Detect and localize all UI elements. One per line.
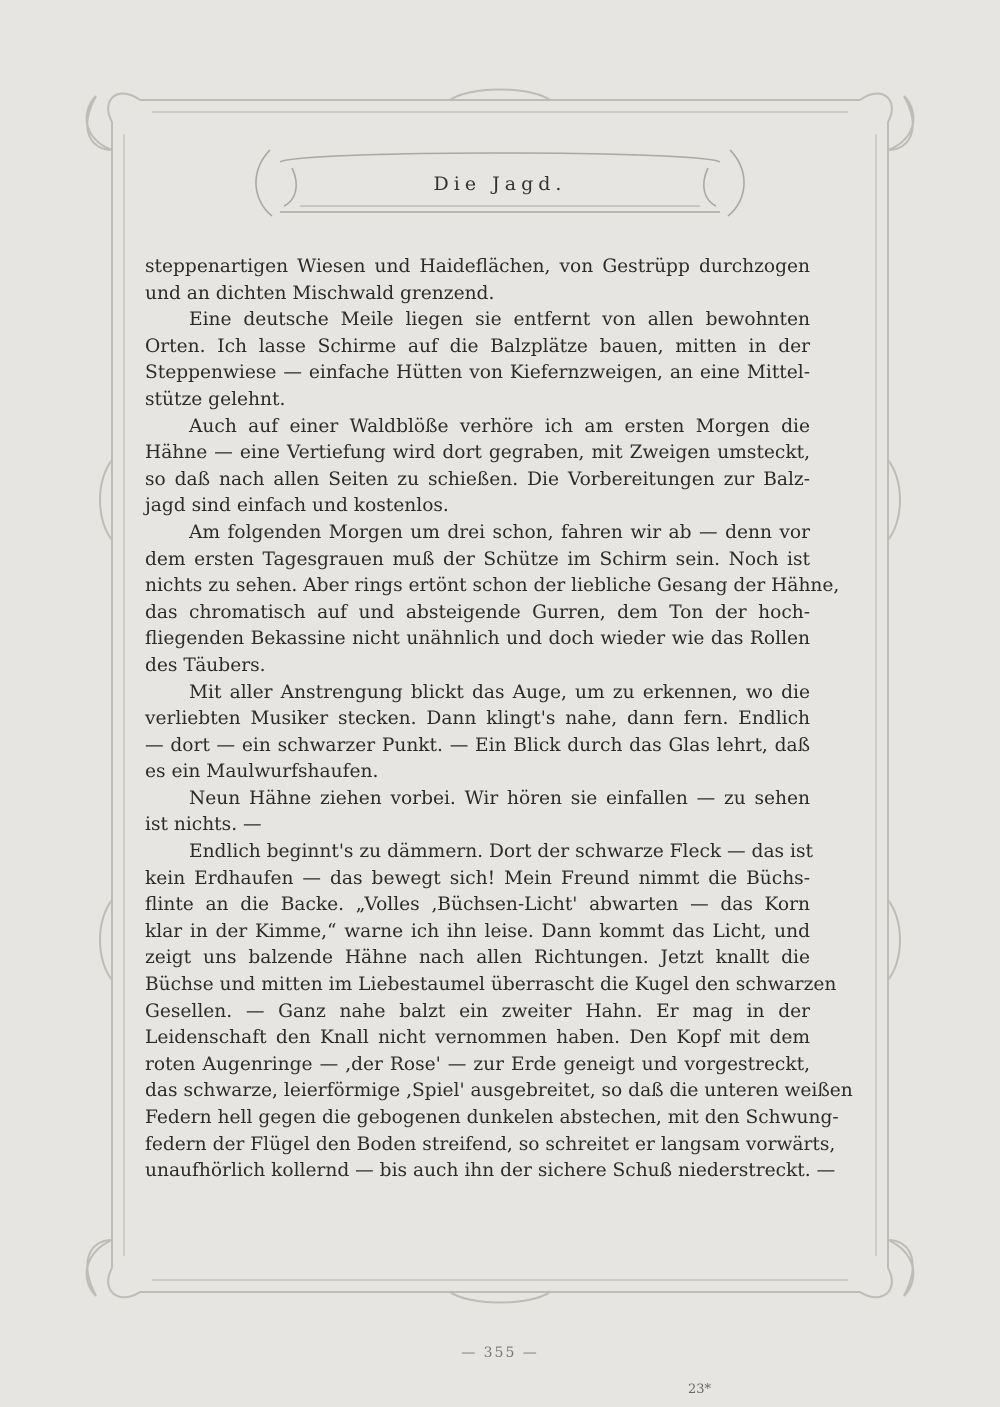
signature-mark: 23* (688, 1382, 712, 1397)
text-line: so daß nach allen Seiten zu schießen. Die Vorbereitungen zur Balz- (145, 468, 810, 490)
text-line: Leidenschaft den Knall nicht vernommen haben. Den Kopf mit dem (145, 1027, 810, 1049)
text-line: Federn hell gegen die gebogenen dunkelen abstechen, mit den Schwung- (145, 1107, 839, 1128)
text-line: Büchse und mitten im Liebestaumel überrascht die Kugel den schwarzen (145, 974, 837, 996)
text-line: stütze gelehnt. (145, 388, 286, 410)
text-line: federn der Flügel den Boden streifend, so schreitet er langsam vorwärts, (145, 1133, 836, 1155)
text-line: jagd sind einfach und kostenlos. (145, 495, 449, 517)
text-line: steppenartigen Wiesen und Haideflächen, von Gestrüpp durchzogen (145, 256, 810, 277)
text-line: und an dichten Mischwald grenzend. (145, 282, 495, 304)
text-line: Gesellen. — Ganz nahe balzt ein zweiter Hahn. Er mag in der (145, 1000, 810, 1022)
text-line: flinte an die Backe. „Volles ‚Büchsen-Licht' abwarten — das Korn (145, 894, 810, 916)
text-line: Orten. Ich lasse Schirme auf die Balzplätze bauen, mitten in der (145, 335, 810, 357)
text-line: nichts zu sehen. Aber rings ertönt schon der liebliche Gesang der Hähne, (145, 575, 840, 597)
text-line: — dort — ein schwarzer Punkt. — Ein Blick durch das Glas lehrt, daß (145, 734, 810, 756)
text-line: Auch auf einer Waldblöße verhöre ich am ersten Morgen die (189, 415, 810, 437)
text-line: fliegenden Bekassine nicht unähnlich und doch wieder wie das Rollen (145, 628, 810, 650)
text-line: Mit aller Anstrengung blickt das Auge, um zu erkennen, wo die (189, 681, 810, 703)
text-line: dem ersten Tagesgrauen muß der Schütze im Schirm sein. Noch ist (145, 548, 810, 570)
text-line: Am folgenden Morgen um drei schon, fahren wir ab — denn vor (189, 521, 810, 543)
text-line: das chromatisch auf und absteigende Gurren, dem Ton der hoch- (145, 601, 810, 623)
text-line: Eine deutsche Meile liegen sie entfernt von allen bewohnten (189, 309, 810, 331)
text-line: Steppenwiese — einfache Hütten von Kiefernzweigen, an eine Mittel- (145, 362, 810, 384)
text-line: Neun Hähne ziehen vorbei. Wir hören sie einfallen — zu sehen (189, 787, 810, 809)
text-line: ist nichts. — (145, 814, 262, 836)
text-line: verliebten Musiker stecken. Dann klingt's nahe, dann fern. Endlich (145, 708, 810, 730)
text-line: kein Erdhaufen — das bewegt sich! Mein Freund nimmt die Büchs- (145, 867, 810, 889)
text-line: das schwarze, leierförmige ‚Spiel' ausgebreitet, so daß die unteren weißen (145, 1080, 853, 1102)
text-line: Endlich beginnt's zu dämmern. Dort der schwarze Fleck — das ist (189, 841, 813, 863)
page-number: — 355 — (461, 1345, 539, 1361)
text-line: roten Augenringe — ‚der Rose' — zur Erde geneigt und vorgestreckt, (145, 1053, 810, 1075)
text-line: des Täubers. (145, 654, 266, 676)
text-line: zeigt uns balzende Hähne nach allen Richtungen. Jetzt knallt die (145, 947, 810, 969)
body-text (145, 254, 853, 1185)
text-line: klar in der Kimme,“ warne ich ihn leise. Dann kommt das Licht, und (145, 920, 810, 942)
text-line: Hähne — eine Vertiefung wird dort gegraben, mit Zweigen umsteckt, (145, 442, 810, 464)
running-header: Die Jagd. (433, 173, 567, 195)
text-line: es ein Maulwurfshaufen. (145, 761, 379, 783)
text-line: unaufhörlich kollernd — bis auch ihn der sichere Schuß niederstreckt. — (145, 1160, 836, 1182)
